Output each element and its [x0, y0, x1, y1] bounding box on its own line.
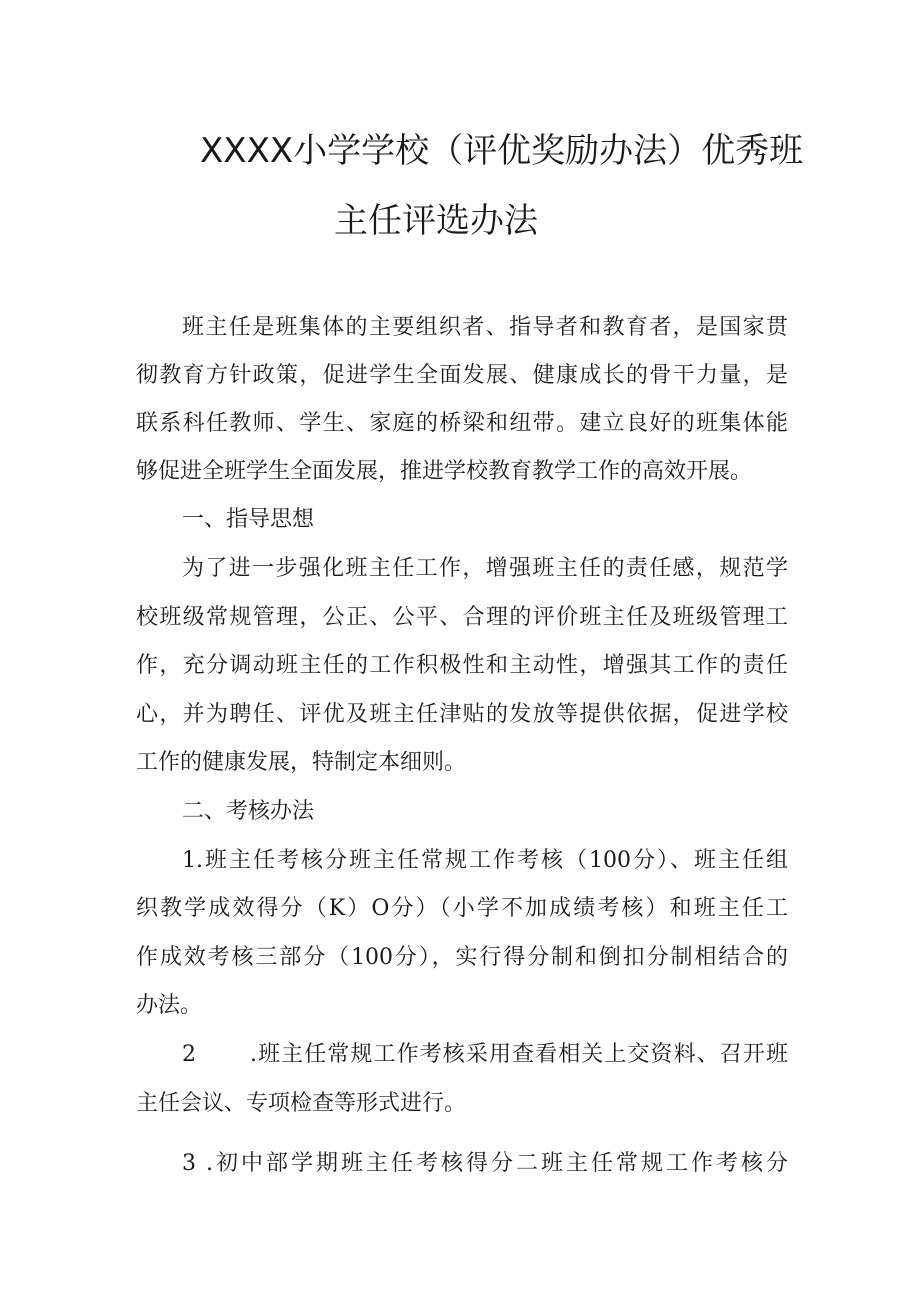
section-2-item-2-line-2: 主任会议、专项检查等形式进行。: [136, 1091, 467, 1116]
section-1-line-1: 为了进一步强化班主任工作，增强班主任的责任感，规范学: [182, 556, 788, 581]
section-1-line-3: 作，充分调动班主任的工作积极性和主动性，增强其工作的责任: [136, 653, 788, 678]
section-2-heading: 二、考核办法: [182, 799, 315, 824]
section-2-item-1-line-1: 1.班主任考核分班主任常规工作考核（100分）、班主任组: [182, 848, 788, 873]
section-2-item-2-number: 2: [182, 1042, 196, 1067]
intro-line-1: 班主任是班集体的主要组织者、指导者和教育者，是国家贯: [182, 315, 788, 340]
intro-line-2: 彻教育方针政策，促进学生全面发展、健康成长的骨干力量，是: [136, 363, 788, 388]
section-2-item-1-line-2: 织教学成效得分（K）O分）（小学不加成绩考核）和班主任工: [136, 896, 788, 921]
section-2-item-3-line-1: 3 .初中部学期班主任考核得分二班主任常规工作考核分: [182, 1151, 788, 1176]
intro-line-4: 够促进全班学生全面发展，推进学校教育教学工作的高效开展。: [136, 459, 753, 484]
section-2-item-2-text: .班主任常规工作考核采用查看相关上交资料、召开班: [250, 1042, 788, 1067]
document-title-line-1: XXXX小学学校（评优奖励办法）优秀班: [200, 131, 804, 171]
intro-line-3: 联系科任教师、学生、家庭的桥梁和纽带。建立良好的班集体能: [136, 411, 788, 436]
document-title-line-2: 主任评选办法: [334, 201, 538, 241]
section-1-line-5: 工作的健康发展，特制定本细则。: [136, 750, 467, 775]
section-1-line-4: 心，并为聘任、评优及班主任津贴的发放等提供依据，促进学校: [136, 702, 788, 727]
section-2-item-1-line-4: 办法。: [136, 993, 203, 1018]
section-2-item-1-line-3: 作成效考核三部分（100分），实行得分制和倒扣分制相结合的: [136, 945, 788, 970]
section-2-item-2-line-1: [182, 1040, 788, 1070]
section-1-line-2: 校班级常规管理，公正、公平、合理的评价班主任及班级管理工: [136, 605, 788, 630]
section-1-heading: 一、指导思想: [182, 507, 315, 532]
